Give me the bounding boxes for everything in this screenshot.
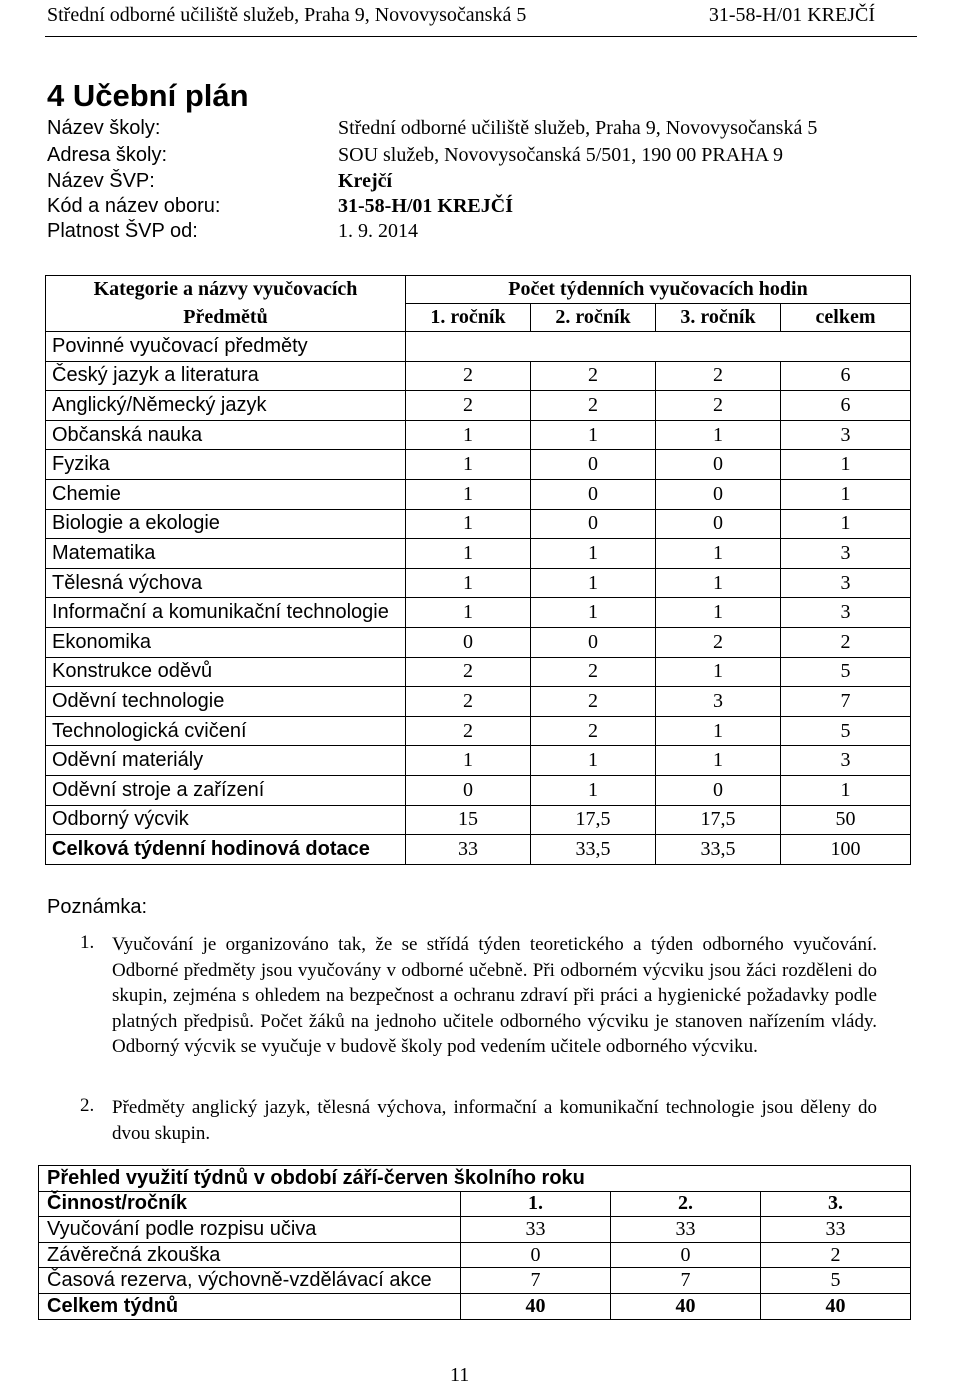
header-year-1: 1. ročník xyxy=(406,304,531,332)
subject-name: Matematika xyxy=(46,539,406,569)
weeks-year-1: 0 xyxy=(461,1242,611,1268)
total-year-1: 33 xyxy=(406,835,531,865)
weeks-year-3: 5 xyxy=(761,1268,911,1294)
weeks-header-year-3: 3. xyxy=(761,1191,911,1217)
hours-year-3: 0 xyxy=(656,509,781,539)
hours-year-3: 2 xyxy=(656,361,781,391)
header-divider xyxy=(45,36,917,37)
hours-year-1: 15 xyxy=(406,805,531,835)
note-item-number: 2. xyxy=(80,1095,95,1116)
weeks-year-1: 33 xyxy=(461,1217,611,1243)
weeks-total-label: Celkem týdnů xyxy=(39,1293,461,1319)
weeks-total-year-2: 40 xyxy=(611,1293,761,1319)
subject-name: Oděvní stroje a zařízení xyxy=(46,775,406,805)
weeks-header-label: Činnost/ročník xyxy=(39,1191,461,1217)
curriculum-row xyxy=(46,568,911,598)
hours-year-3: 1 xyxy=(656,539,781,569)
curriculum-row xyxy=(46,391,911,421)
subject-name: Odborný výcvik xyxy=(46,805,406,835)
weeks-year-3: 2 xyxy=(761,1242,911,1268)
weeks-row xyxy=(39,1217,911,1243)
info-label-svp-name: Název ŠVP: xyxy=(47,170,155,192)
hours-total: 6 xyxy=(781,361,911,391)
hours-year-1: 2 xyxy=(406,391,531,421)
weeks-activity: Závěrečná zkouška xyxy=(39,1242,461,1268)
hours-year-3: 1 xyxy=(656,657,781,687)
hours-total: 3 xyxy=(781,420,911,450)
curriculum-table xyxy=(45,275,911,865)
subject-name: Biologie a ekologie xyxy=(46,509,406,539)
total-sum: 100 xyxy=(781,835,911,865)
header-total: celkem xyxy=(781,304,911,332)
hours-total: 1 xyxy=(781,479,911,509)
hours-year-3: 3 xyxy=(656,687,781,717)
hours-year-2: 2 xyxy=(531,361,656,391)
curriculum-row xyxy=(46,627,911,657)
weeks-activity: Časová rezerva, výchovně-vzdělávací akce xyxy=(39,1268,461,1294)
weeks-total-year-1: 40 xyxy=(461,1293,611,1319)
hours-year-2: 2 xyxy=(531,687,656,717)
hours-year-2: 0 xyxy=(531,509,656,539)
info-value-address: SOU služeb, Novovysočanská 5/501, 190 00 PRAHA 9 xyxy=(338,144,783,166)
subject-name: Konstrukce oděvů xyxy=(46,657,406,687)
hours-year-3: 2 xyxy=(656,627,781,657)
hours-year-1: 2 xyxy=(406,657,531,687)
subject-name: Chemie xyxy=(46,479,406,509)
hours-year-1: 1 xyxy=(406,450,531,480)
hours-year-3: 1 xyxy=(656,568,781,598)
weeks-overview-table xyxy=(38,1165,911,1320)
weeks-year-3: 33 xyxy=(761,1217,911,1243)
weeks-year-2: 33 xyxy=(611,1217,761,1243)
hours-year-1: 2 xyxy=(406,361,531,391)
hours-year-1: 0 xyxy=(406,627,531,657)
hours-year-2: 2 xyxy=(531,391,656,421)
weeks-header-year-1: 1. xyxy=(461,1191,611,1217)
hours-total: 50 xyxy=(781,805,911,835)
note-item-text: Předměty anglický jazyk, tělesná výchova, informační a komunikační technologie jsou děleny do dvou skupin. xyxy=(112,1097,877,1144)
info-value-validity: 1. 9. 2014 xyxy=(338,220,418,242)
hours-year-2: 1 xyxy=(531,746,656,776)
header-subject-line1: Kategorie a názvy vyučovacích xyxy=(46,276,406,304)
hours-year-2: 1 xyxy=(531,420,656,450)
hours-year-2: 1 xyxy=(531,539,656,569)
curriculum-row xyxy=(46,716,911,746)
hours-year-1: 1 xyxy=(406,479,531,509)
hours-year-1: 1 xyxy=(406,746,531,776)
hours-year-2: 2 xyxy=(531,657,656,687)
hours-year-3: 1 xyxy=(656,716,781,746)
weeks-year-2: 7 xyxy=(611,1268,761,1294)
subject-name: Oděvní materiály xyxy=(46,746,406,776)
weeks-total-row xyxy=(39,1293,911,1319)
weeks-year-1: 7 xyxy=(461,1268,611,1294)
total-row xyxy=(46,835,911,865)
hours-year-3: 2 xyxy=(656,391,781,421)
header-hours: Počet týdenních vyučovacích hodin xyxy=(406,276,911,304)
hours-total: 6 xyxy=(781,391,911,421)
info-label-validity: Platnost ŠVP od: xyxy=(47,220,198,242)
section-label: Povinné vyučovací předměty xyxy=(46,332,406,362)
note-item-number: 1. xyxy=(80,932,95,953)
subject-name: Fyzika xyxy=(46,450,406,480)
info-value-program: 31-58-H/01 KREJČÍ xyxy=(338,195,513,217)
hours-total: 3 xyxy=(781,568,911,598)
weeks-row xyxy=(39,1242,911,1268)
subject-name: Anglický/Německý jazyk xyxy=(46,391,406,421)
curriculum-row xyxy=(46,450,911,480)
weeks-year-2: 0 xyxy=(611,1242,761,1268)
hours-year-2: 2 xyxy=(531,716,656,746)
hours-total: 5 xyxy=(781,716,911,746)
hours-total: 3 xyxy=(781,746,911,776)
curriculum-row xyxy=(46,479,911,509)
curriculum-row xyxy=(46,539,911,569)
hours-year-2: 1 xyxy=(531,775,656,805)
hours-year-3: 1 xyxy=(656,598,781,628)
weeks-header-row xyxy=(39,1191,911,1217)
hours-year-2: 0 xyxy=(531,479,656,509)
hours-year-3: 1 xyxy=(656,420,781,450)
info-label-school-name: Název školy: xyxy=(47,117,161,139)
info-label-address: Adresa školy: xyxy=(47,144,168,166)
hours-year-1: 1 xyxy=(406,509,531,539)
info-label-program: Kód a název oboru: xyxy=(47,195,221,217)
hours-total: 1 xyxy=(781,450,911,480)
hours-total: 5 xyxy=(781,657,911,687)
header-program-code: 31-58-H/01 KREJČÍ xyxy=(708,4,875,26)
subject-name: Občanská nauka xyxy=(46,420,406,450)
curriculum-row xyxy=(46,805,911,835)
curriculum-header-row xyxy=(46,276,911,304)
note-item-text: Vyučování je organizováno tak, že se střídá týden teoretického a týden odborného vyučování. Odborné předměty jsou vyučovány v odborné učebně. Při odborném výcviku jsou žáci rozděleni do skupin, zejména s ohledem na bezpečnost a ochranu zdraví při práci a hygienické požadavky podle platných předpisů. Počet žáků na jednoho učitele odborného výcviku je stanoven nařízením vlády. Odborný výcvik se vyučuje v budově školy pod vedením učitele odborného výcviku. xyxy=(112,934,877,1058)
total-year-2: 33,5 xyxy=(531,835,656,865)
hours-total: 3 xyxy=(781,539,911,569)
hours-year-1: 0 xyxy=(406,775,531,805)
hours-year-3: 0 xyxy=(656,479,781,509)
header-year-2: 2. ročník xyxy=(531,304,656,332)
subject-name: Oděvní technologie xyxy=(46,687,406,717)
curriculum-row xyxy=(46,420,911,450)
weeks-title-row xyxy=(39,1166,911,1192)
hours-year-3: 17,5 xyxy=(656,805,781,835)
hours-year-1: 1 xyxy=(406,598,531,628)
hours-year-3: 0 xyxy=(656,450,781,480)
curriculum-row xyxy=(46,361,911,391)
weeks-activity: Vyučování podle rozpisu učiva xyxy=(39,1217,461,1243)
hours-year-2: 1 xyxy=(531,568,656,598)
hours-year-2: 0 xyxy=(531,450,656,480)
hours-year-1: 1 xyxy=(406,568,531,598)
hours-year-2: 17,5 xyxy=(531,805,656,835)
hours-total: 3 xyxy=(781,598,911,628)
hours-total: 1 xyxy=(781,775,911,805)
header-year-3: 3. ročník xyxy=(656,304,781,332)
weeks-row xyxy=(39,1268,911,1294)
total-year-3: 33,5 xyxy=(656,835,781,865)
subject-name: Informační a komunikační technologie xyxy=(46,598,406,628)
hours-year-1: 2 xyxy=(406,687,531,717)
curriculum-row xyxy=(46,746,911,776)
weeks-total-year-3: 40 xyxy=(761,1293,911,1319)
subject-name: Český jazyk a literatura xyxy=(46,361,406,391)
page-title: 4 Učební plán xyxy=(47,78,249,113)
section-row xyxy=(46,332,911,362)
hours-year-1: 2 xyxy=(406,716,531,746)
subject-name: Tělesná výchova xyxy=(46,568,406,598)
note-label: Poznámka: xyxy=(47,896,148,918)
header-school-name: Střední odborné učiliště služeb, Praha 9, Novovysočanská 5 xyxy=(47,4,527,26)
hours-total: 2 xyxy=(781,627,911,657)
info-value-school-name: Střední odborné učiliště služeb, Praha 9, Novovysočanská 5 xyxy=(338,117,818,139)
subject-name: Technologická cvičení xyxy=(46,716,406,746)
subject-name: Ekonomika xyxy=(46,627,406,657)
curriculum-row xyxy=(46,598,911,628)
curriculum-subheader-row xyxy=(46,304,911,332)
weeks-title: Přehled využití týdnů v období září-červen školního roku xyxy=(39,1166,911,1192)
hours-year-3: 1 xyxy=(656,746,781,776)
curriculum-row xyxy=(46,687,911,717)
hours-total: 7 xyxy=(781,687,911,717)
curriculum-row xyxy=(46,509,911,539)
hours-year-3: 0 xyxy=(656,775,781,805)
weeks-header-year-2: 2. xyxy=(611,1191,761,1217)
info-value-svp-name: Krejčí xyxy=(338,170,393,192)
section-empty-cell xyxy=(406,332,911,362)
hours-year-2: 1 xyxy=(531,598,656,628)
page-number: 11 xyxy=(450,1364,470,1386)
curriculum-row xyxy=(46,775,911,805)
curriculum-body xyxy=(46,361,911,835)
hours-year-1: 1 xyxy=(406,539,531,569)
curriculum-row xyxy=(46,657,911,687)
hours-year-1: 1 xyxy=(406,420,531,450)
total-label: Celková týdenní hodinová dotace xyxy=(46,835,406,865)
weeks-body xyxy=(39,1217,911,1294)
hours-total: 1 xyxy=(781,509,911,539)
header-subject-line2: Předmětů xyxy=(46,304,406,332)
hours-year-2: 0 xyxy=(531,627,656,657)
